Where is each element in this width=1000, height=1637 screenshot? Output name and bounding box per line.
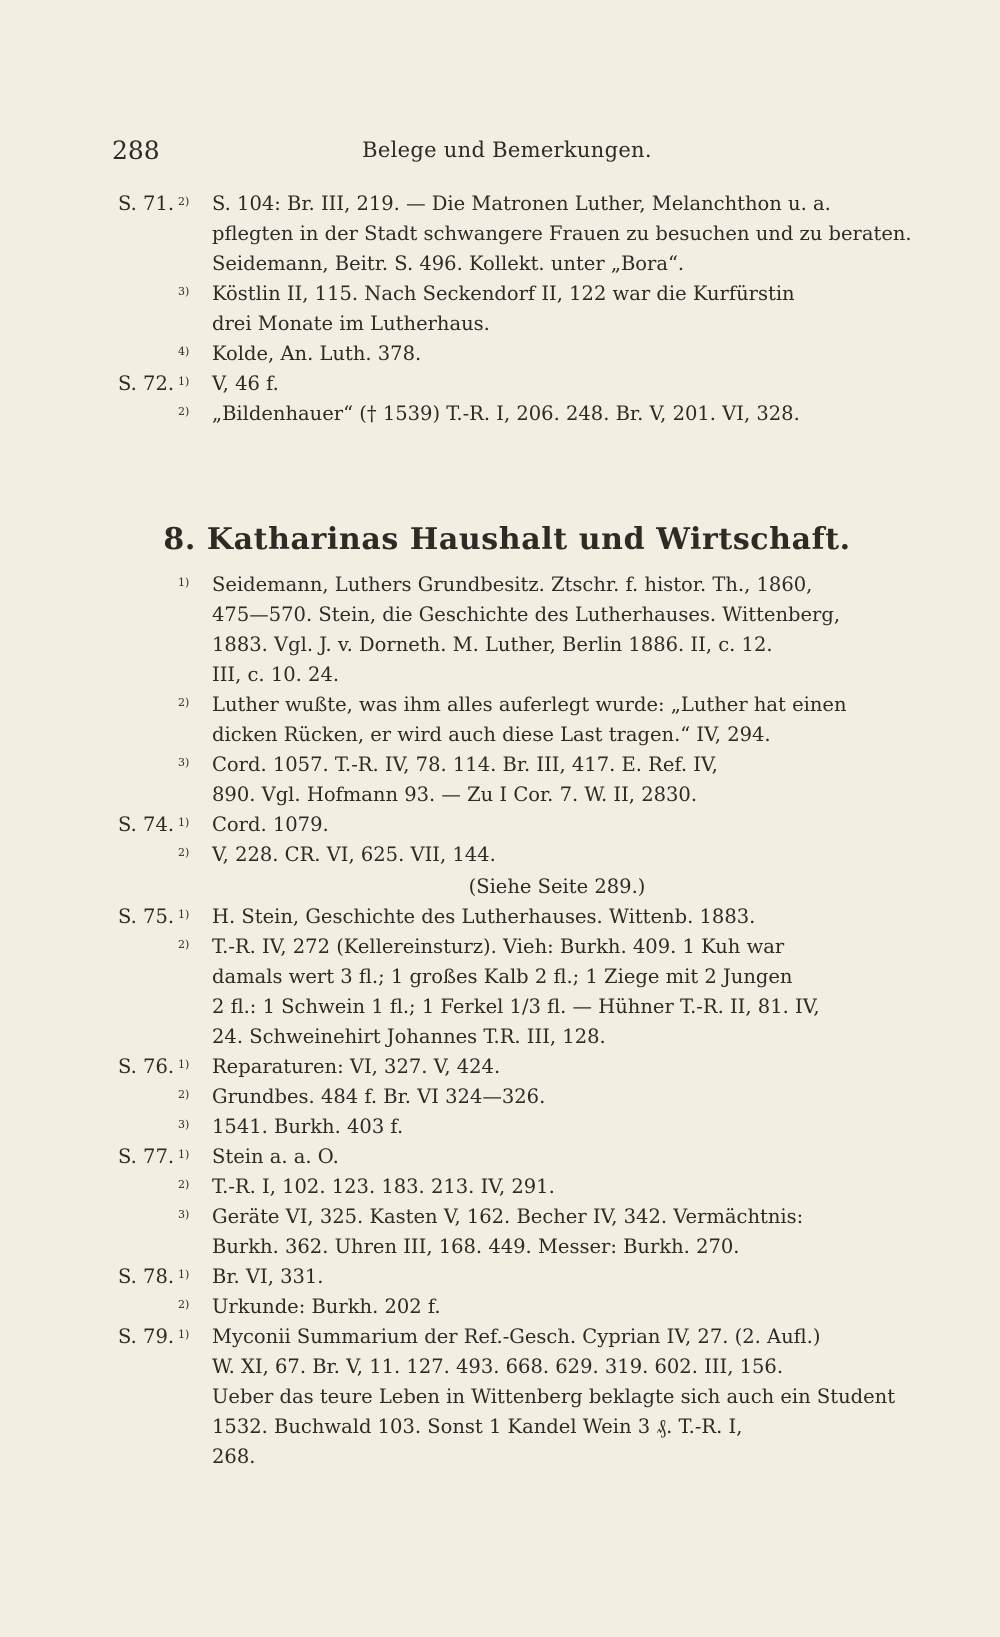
- note-line: [0, 1322, 1000, 1352]
- note-text: Cord. 1057. T.-R. IV, 78. 114. Br. III, 417. E. Ref. IV,: [212, 753, 718, 776]
- note-line: [0, 780, 1000, 810]
- footnote-marker: 1): [178, 908, 190, 921]
- note-line: [0, 1352, 1000, 1382]
- note-line: [0, 1052, 1000, 1082]
- note-text: Burkh. 362. Uhren III, 168. 449. Messer: Burkh. 270.: [212, 1235, 740, 1258]
- page-reference: S. 77.: [118, 1145, 175, 1168]
- note-text: „Bildenhauer“ († 1539) T.-R. I, 206. 248. Br. V, 201. VI, 328.: [212, 402, 800, 425]
- note-text: Geräte VI, 325. Kasten V, 162. Becher IV, 342. Vermächtnis:: [212, 1205, 804, 1228]
- note-text: V, 228. CR. VI, 625. VII, 144.: [212, 843, 496, 866]
- note-line: [0, 399, 1000, 429]
- continuation-text: (Siehe Seite 289.): [468, 875, 646, 898]
- note-line: [0, 1232, 1000, 1262]
- note-text: 268.: [212, 1445, 256, 1468]
- footnote-marker: 1): [178, 1268, 190, 1281]
- note-text: dicken Rücken, er wird auch diese Last tragen.“ IV, 294.: [212, 723, 771, 746]
- note-text: 24. Schweinehirt Johannes T.R. III, 128.: [212, 1025, 606, 1048]
- note-line: [0, 600, 1000, 630]
- note-line: [0, 1022, 1000, 1052]
- note-line: [0, 570, 1000, 600]
- footnote-marker: 1): [178, 1148, 190, 1161]
- footnote-marker: 2): [178, 1088, 190, 1101]
- note-text: V, 46 f.: [212, 372, 279, 395]
- note-text: drei Monate im Lutherhaus.: [212, 312, 490, 335]
- section-title: 8. Katharinas Haushalt und Wirtschaft.: [163, 522, 851, 557]
- page-reference: S. 79.: [118, 1325, 175, 1348]
- note-line: [0, 219, 1000, 249]
- note-line: [0, 1082, 1000, 1112]
- footnote-marker: 1): [178, 1058, 190, 1071]
- footnote-marker: 1): [178, 375, 190, 388]
- note-line: [0, 810, 1000, 840]
- note-text: 890. Vgl. Hofmann 93. — Zu I Cor. 7. W. II, 2830.: [212, 783, 698, 806]
- page-reference: S. 71.: [118, 192, 175, 215]
- note-text: 1883. Vgl. J. v. Dorneth. M. Luther, Berlin 1886. II, c. 12.: [212, 633, 773, 656]
- note-line: [0, 840, 1000, 870]
- footnote-marker: 3): [178, 285, 190, 298]
- note-text: pflegten in der Stadt schwangere Frauen zu besuchen und zu beraten.: [212, 222, 912, 245]
- note-text: Cord. 1079.: [212, 813, 329, 836]
- note-text: III, c. 10. 24.: [212, 663, 340, 686]
- note-line: [0, 720, 1000, 750]
- note-line: [0, 1202, 1000, 1232]
- note-text: Köstlin II, 115. Nach Seckendorf II, 122 war die Kurfürstin: [212, 282, 795, 305]
- footnote-marker: 2): [178, 846, 190, 859]
- page-reference: S. 76.: [118, 1055, 175, 1078]
- page-number: 288: [112, 136, 160, 165]
- note-text: S. 104: Br. III, 219. — Die Matronen Luther, Melanchthon u. a.: [212, 192, 831, 215]
- continuation-note: [0, 872, 1000, 902]
- running-title: Belege und Bemerkungen.: [362, 138, 652, 162]
- note-line: [0, 630, 1000, 660]
- note-line: [0, 932, 1000, 962]
- footnote-marker: 3): [178, 756, 190, 769]
- note-text: Ueber das teure Leben in Wittenberg beklagte sich auch ein Student: [212, 1385, 896, 1408]
- note-text: Myconii Summarium der Ref.-Gesch. Cyprian IV, 27. (2. Aufl.): [212, 1325, 821, 1348]
- footnote-marker: 2): [178, 1298, 190, 1311]
- note-line: [0, 189, 1000, 219]
- note-text: Kolde, An. Luth. 378.: [212, 342, 422, 365]
- note-text: Seidemann, Luthers Grundbesitz. Ztschr. f. histor. Th., 1860,: [212, 573, 813, 596]
- note-text: 475—570. Stein, die Geschichte des Lutherhauses. Wittenberg,: [212, 603, 841, 626]
- footnote-marker: 2): [178, 938, 190, 951]
- footnote-marker: 1): [178, 816, 190, 829]
- footnote-marker: 1): [178, 576, 190, 589]
- note-text: Grundbes. 484 f. Br. VI 324—326.: [212, 1085, 546, 1108]
- note-text: Luther wußte, was ihm alles auferlegt wurde: „Luther hat einen: [212, 693, 847, 716]
- page-reference: S. 78.: [118, 1265, 175, 1288]
- note-text: Reparaturen: VI, 327. V, 424.: [212, 1055, 501, 1078]
- footnote-marker: 2): [178, 195, 190, 208]
- note-text: Br. VI, 331.: [212, 1265, 324, 1288]
- note-text: 1541. Burkh. 403 f.: [212, 1115, 404, 1138]
- note-text: Seidemann, Beitr. S. 496. Kollekt. unter „Bora“.: [212, 252, 685, 275]
- note-line: [0, 339, 1000, 369]
- note-text: T.-R. I, 102. 123. 183. 213. IV, 291.: [212, 1175, 555, 1198]
- note-line: [0, 1172, 1000, 1202]
- note-line: [0, 1112, 1000, 1142]
- note-text: W. XI, 67. Br. V, 11. 127. 493. 668. 629. 319. 602. III, 156.: [212, 1355, 784, 1378]
- page-reference: S. 72.: [118, 372, 175, 395]
- footnote-marker: 1): [178, 1328, 190, 1341]
- note-line: [0, 1292, 1000, 1322]
- note-text: H. Stein, Geschichte des Lutherhauses. Wittenb. 1883.: [212, 905, 756, 928]
- footnote-marker: 3): [178, 1208, 190, 1221]
- note-line: [0, 1382, 1000, 1412]
- footnote-marker: 3): [178, 1118, 190, 1131]
- note-line: [0, 309, 1000, 339]
- page-reference: S. 74.: [118, 813, 175, 836]
- note-line: [0, 1142, 1000, 1172]
- footnote-marker: 2): [178, 696, 190, 709]
- note-line: [0, 902, 1000, 932]
- note-line: [0, 962, 1000, 992]
- note-text: Urkunde: Burkh. 202 f.: [212, 1295, 441, 1318]
- note-line: [0, 750, 1000, 780]
- note-text: 2 fl.: 1 Schwein 1 fl.; 1 Ferkel 1/3 fl. — Hühner T.-R. II, 81. IV,: [212, 995, 820, 1018]
- footnote-marker: 2): [178, 1178, 190, 1191]
- note-text: T.-R. IV, 272 (Kellereinsturz). Vieh: Burkh. 409. 1 Kuh war: [212, 935, 785, 958]
- note-line: [0, 660, 1000, 690]
- note-text: Stein a. a. O.: [212, 1145, 339, 1168]
- footnote-marker: 2): [178, 405, 190, 418]
- note-text: damals wert 3 fl.; 1 großes Kalb 2 fl.; 1 Ziege mit 2 Jungen: [212, 965, 793, 988]
- note-line: [0, 690, 1000, 720]
- note-line: [0, 279, 1000, 309]
- note-line: [0, 992, 1000, 1022]
- footnote-marker: 4): [178, 345, 190, 358]
- note-text: 1532. Buchwald 103. Sonst 1 Kandel Wein 3 ₰. T.-R. I,: [212, 1415, 743, 1438]
- page-reference: S. 75.: [118, 905, 175, 928]
- note-line: [0, 1412, 1000, 1442]
- note-line: [0, 369, 1000, 399]
- note-line: [0, 249, 1000, 279]
- page-header: [112, 136, 902, 170]
- note-line: [0, 1442, 1000, 1472]
- note-line: [0, 1262, 1000, 1292]
